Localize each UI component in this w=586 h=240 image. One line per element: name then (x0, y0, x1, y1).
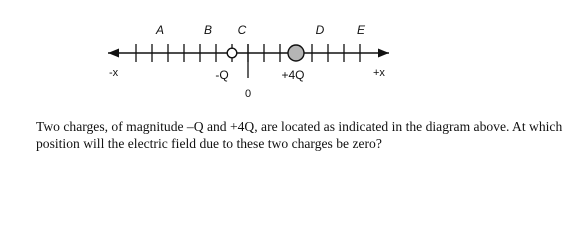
point-label-e: E (356, 23, 366, 37)
point-label-b: B (203, 23, 213, 37)
positive-charge-label: +4Q (281, 68, 305, 82)
positive-charge-dot (288, 45, 304, 61)
tick-marks (136, 44, 360, 78)
point-label-c: C (237, 23, 247, 37)
right-arrowhead (378, 49, 389, 58)
number-line-diagram (0, 0, 586, 118)
left-arrowhead (108, 49, 119, 58)
negative-charge-dot (227, 48, 237, 58)
point-label-d: D (315, 23, 325, 37)
point-label-a: A (155, 23, 165, 37)
question-text: Two charges, of magnitude –Q and +4Q, are located as indicated in the diagram above. At which position will the electric field due to these two charges be zero? (36, 119, 563, 151)
axis-neg-label: -x (109, 67, 119, 79)
origin-label: 0 (244, 88, 252, 100)
axis-pos-label: +x (373, 67, 385, 79)
negative-charge-label: -Q (215, 68, 229, 82)
